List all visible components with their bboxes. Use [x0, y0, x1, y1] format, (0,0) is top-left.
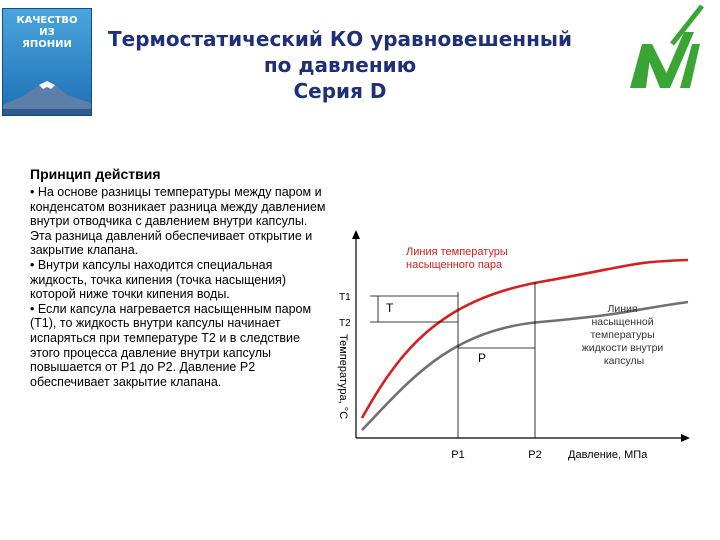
capsule-line-label-3: температуры	[590, 329, 655, 341]
t2-label: T2	[339, 318, 351, 329]
steam-line-label-2: насыщенного пара	[406, 259, 503, 271]
t1-label: T1	[339, 292, 351, 303]
delta-t-label: T	[386, 301, 394, 315]
capsule-line-label-2: насыщенной	[591, 316, 654, 328]
page-title	[100, 26, 580, 104]
y-axis-arrow	[352, 230, 360, 239]
capsule-line-label-4: жидкости внутри	[581, 342, 664, 354]
paragraph-3: • Если капсула нагревается насыщенным паром (T1), то жидкость внутри капсулы начинает испаряться при температуре T2 и в следствие этого процесса давление внутри капсулы повышается от P1 до P2. Давление P2 обеспечивает закрытие клапана.	[30, 301, 312, 389]
title-line-1: Термостатический КО уравновешенный	[107, 27, 572, 51]
pressure-temperature-diagram	[330, 230, 710, 470]
section-heading: Принцип действия	[30, 166, 161, 182]
x-axis-label: Давление, МПа	[568, 449, 648, 461]
capsule-line-label-1: Линия	[607, 303, 638, 315]
title-line-3: Серия D	[293, 79, 387, 103]
paragraph-1: • На основе разницы температуры между паром и конденсатом возникает разница между давлением внутри отводчика с давлением внутри капсулы. Эта разница давлений обеспечивает открытие и закрытие клапана.	[30, 185, 326, 258]
x-axis-arrow	[681, 434, 690, 442]
delta-p-label: P	[478, 351, 487, 365]
badge-text: КАЧЕСТВО ИЗ ЯПОНИИ	[16, 15, 78, 50]
p1-label: P1	[451, 449, 465, 461]
steam-line-label-1: Линия температуры	[406, 246, 508, 258]
capsule-line-label	[582, 303, 666, 367]
p2-label: P2	[528, 449, 542, 461]
y-axis-label: Температура, °C	[337, 334, 349, 420]
title-line-2: по давлению	[263, 53, 417, 77]
description-text	[30, 185, 330, 389]
steam-line-label	[406, 246, 511, 271]
mountain-icon	[3, 69, 91, 115]
company-logo-icon	[624, 4, 704, 90]
capsule-line-label-5: капсулы	[603, 355, 645, 367]
quality-badge	[2, 8, 92, 116]
paragraph-2: • Внутри капсулы находится специальная жидкость, точка кипения (точка насыщения) которой ниже точки кипения воды.	[30, 257, 286, 302]
